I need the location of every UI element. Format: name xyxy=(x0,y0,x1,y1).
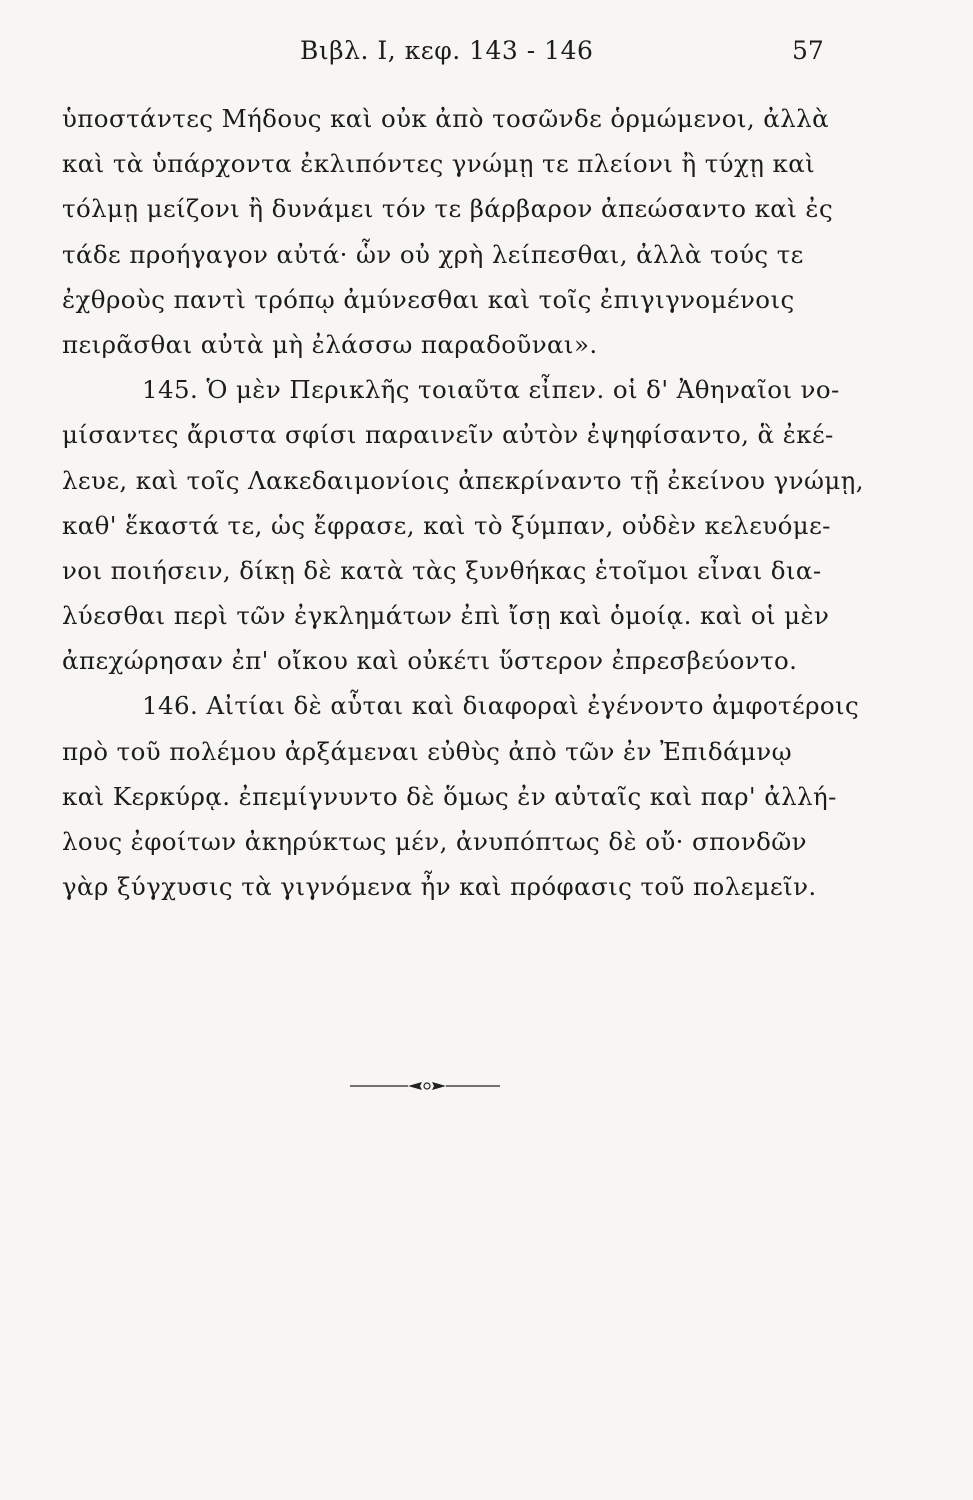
text-line: πειρᾶσθαι αὐτὰ μὴ ἐλάσσω παραδοῦναι». xyxy=(62,329,598,359)
running-title: Βιβλ. Ι, κεφ. 143 - 146 xyxy=(300,36,594,65)
text-line: νοι ποιήσειν, δίκῃ δὲ κατὰ τὰς ξυνθήκας ἑτοῖμοι εἶναι δια- xyxy=(62,555,822,585)
text-line: καὶ Κερκύρᾳ. ἐπεμίγνυντο δὲ ὅμως ἐν αὐταῖς καὶ παρ' ἀλλή- xyxy=(62,781,837,811)
body-text xyxy=(62,96,864,909)
text-line: καὶ τὰ ὑπάρχοντα ἐκλιπόντες γνώμῃ τε πλείονι ἢ τύχῃ καὶ xyxy=(62,149,816,179)
text-line: τόλμῃ μείζονι ἢ δυνάμει τόν τε βάρβαρον ἀπεώσαντο καὶ ἐς xyxy=(62,194,834,224)
text-line: λους ἐφοίτων ἀκηρύκτως μέν, ἀνυπόπτως δὲ οὔ· σπονδῶν xyxy=(62,827,807,856)
text-line: λύεσθαι περὶ τῶν ἐγκλημάτων ἐπὶ ἴσῃ καὶ ὁμοίᾳ. καὶ οἱ μὲν xyxy=(62,601,830,631)
section-145-start-line: 145. Ὁ μὲν Περικλῆς τοιαῦτα εἶπεν. οἱ δ' Ἀθηναῖοι νο- xyxy=(142,375,840,405)
text-line: γὰρ ξύγχυσις τὰ γιγνόμενα ἦν καὶ πρόφασις τοῦ πολεμεῖν. xyxy=(62,872,817,902)
end-ornament xyxy=(350,1074,500,1098)
text-line: ὑποστάντες Μήδους καὶ οὐκ ἀπὸ τοσῶνδε ὁρμώμενοι, ἀλλὰ xyxy=(62,104,830,133)
text-line: ἀπεχώρησαν ἐπ' οἴκου καὶ οὐκέτι ὕστερον ἐπρεσβεύοντο. xyxy=(62,646,798,676)
text-line: ἐχθροὺς παντὶ τρόπῳ ἀμύνεσθαι καὶ τοῖς ἐπιγιγνομένοις xyxy=(62,284,795,314)
text-line: καθ' ἕκαστά τε, ὡς ἔφρασε, καὶ τὸ ξύμπαν, οὐδὲν κελευόμε- xyxy=(62,510,831,540)
text-line: λευε, καὶ τοῖς Λακεδαιμονίοις ἀπεκρίναντο τῇ ἐκείνου γνώμῃ, xyxy=(62,465,864,495)
text-line: μίσαντες ἄριστα σφίσι παραινεῖν αὐτὸν ἐψηφίσαντο, ἃ ἐκέ- xyxy=(62,420,834,450)
running-head xyxy=(0,36,973,76)
section-146-start-line: 146. Αἰτίαι δὲ αὗται καὶ διαφοραὶ ἐγένοντο ἀμφοτέροις xyxy=(142,691,860,721)
page-number: 57 xyxy=(792,36,824,65)
text-line: πρὸ τοῦ πολέμου ἀρξάμεναι εὐθὺς ἀπὸ τῶν ἐν Ἐπιδάμνῳ xyxy=(62,736,792,766)
text-line: τάδε προήγαγον αὐτά· ὧν οὐ χρὴ λείπεσθαι, ἀλλὰ τούς τε xyxy=(62,239,804,269)
